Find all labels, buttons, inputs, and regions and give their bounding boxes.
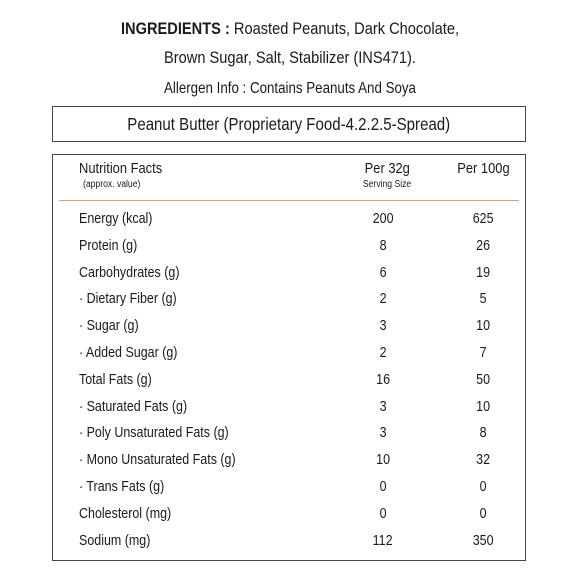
nutrition-table: [52, 154, 526, 561]
nutrient-label: · Sugar (g): [79, 318, 139, 335]
per-serving-value: 2: [379, 291, 387, 308]
column-subheader-serving-size: Serving Size: [362, 179, 412, 190]
per-serving-value: 0: [379, 478, 387, 495]
per-serving-value: 0: [379, 505, 387, 522]
nutrient-label: Sodium (mg): [79, 532, 151, 549]
table-row: [53, 259, 525, 286]
per-serving-value: 3: [379, 398, 387, 415]
ingredients-line-2: Brown Sugar, Salt, Stabilizer (INS471).: [164, 48, 416, 67]
table-row: [53, 500, 525, 527]
ingredients-text: [66, 14, 513, 72]
per-100g-value: 7: [479, 344, 487, 361]
table-row: [53, 419, 525, 446]
nutrient-label: Total Fats (g): [79, 371, 152, 388]
header-divider: [59, 200, 519, 201]
per-100g-value: 19: [476, 264, 490, 281]
table-row: [53, 473, 525, 500]
per-serving-value: 2: [379, 344, 387, 361]
per-serving-value: 112: [373, 532, 393, 549]
table-row: [53, 366, 525, 393]
per-100g-value: 10: [476, 318, 490, 335]
nutrient-label: Carbohydrates (g): [79, 264, 180, 281]
per-100g-value: 26: [476, 237, 490, 254]
nutrient-label: Cholesterol (mg): [79, 505, 172, 522]
product-name: Peanut Butter (Proprietary Food-4.2.2.5-Spread): [127, 113, 451, 134]
nutrient-label: · Added Sugar (g): [79, 344, 178, 361]
nutrition-facts-title: Nutrition Facts: [79, 160, 163, 177]
table-row: [53, 339, 525, 366]
nutrient-label: Protein (g): [79, 237, 138, 254]
table-row: [53, 232, 525, 259]
table-row: [53, 285, 525, 312]
per-100g-value: 5: [479, 291, 487, 308]
table-row: [53, 527, 525, 554]
per-100g-value: 0: [479, 478, 487, 495]
table-row: [53, 205, 525, 232]
table-row: [53, 393, 525, 420]
nutrient-label: · Saturated Fats (g): [79, 398, 188, 415]
table-row: [53, 312, 525, 339]
nutrient-label: Energy (kcal): [79, 211, 153, 227]
table-row: [53, 446, 525, 473]
per-100g-value: 350: [472, 532, 494, 549]
per-serving-value: 3: [379, 318, 387, 335]
per-100g-value: 32: [476, 452, 490, 469]
per-serving-value: 10: [376, 452, 390, 469]
nutrition-rows: [53, 205, 525, 553]
nutrient-label: · Poly Unsaturated Fats (g): [79, 425, 229, 442]
ingredients-label: INGREDIENTS :: [120, 19, 230, 38]
column-header-per-serving: Per 32g: [364, 160, 410, 177]
per-serving-value: 3: [379, 425, 387, 442]
nutrition-facts-subtitle: (approx. value): [83, 179, 141, 190]
per-serving-value: 16: [376, 371, 390, 388]
per-serving-value: 6: [379, 264, 387, 281]
per-100g-value: 625: [472, 211, 494, 227]
per-100g-value: 10: [476, 398, 490, 415]
per-serving-value: 8: [379, 237, 387, 254]
ingredients-line-1: [66, 14, 513, 43]
per-serving-value: 200: [372, 211, 394, 227]
ingredients-line-1-text: Roasted Peanuts, Dark Chocolate,: [233, 19, 460, 38]
per-100g-value: 0: [479, 505, 487, 522]
nutrient-label: · Trans Fats (g): [79, 478, 165, 495]
nutrient-label: · Dietary Fiber (g): [79, 291, 177, 308]
product-name-box: [52, 106, 526, 142]
per-100g-value: 50: [476, 371, 490, 388]
per-100g-value: 8: [479, 425, 487, 442]
nutrient-label: · Mono Unsaturated Fats (g): [79, 452, 236, 469]
allergen-info: Allergen Info : Contains Peanuts And Soya: [164, 80, 416, 97]
column-header-per-100g: Per 100g: [456, 160, 510, 177]
